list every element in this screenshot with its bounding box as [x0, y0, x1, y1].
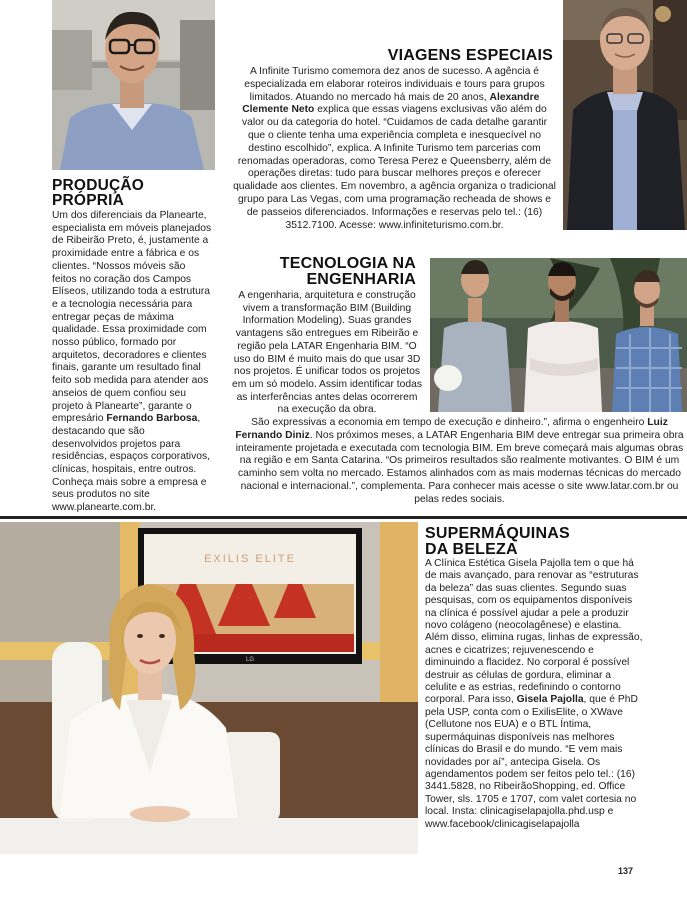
photo-latar-team-image [430, 258, 687, 412]
producao-body-name: Fernando Barbosa [106, 413, 198, 425]
producao-title-line1: PRODUÇÃO [52, 177, 145, 194]
beleza-body [425, 558, 643, 831]
producao-body [52, 210, 212, 515]
tecnologia-title [232, 256, 416, 288]
tecnologia-title-line1: TECNOLOGIA NA [279, 255, 416, 272]
beleza-body-pre: A Clínica Estética Gisela Pajolla tem o que há de mais avançado, para renovar as “estruturas da beleza” das suas clientes. Segundo suas pesquisas, com os equipamentos disponíveis na clínica é possível ajudar a pele a produzir novo colágeno (neocolagênese) e elastina. Além disso, elimina rugas, linhas de expressão, acnes e cicatrizes; rejuvenescendo e diminuindo a flacidez. No corporal é possível destruir as células de gordura, eliminar a celulite e as estrias, redefinindo o contorno corporal. Para isso, [425, 558, 643, 706]
beleza-title [425, 526, 570, 558]
tecnologia-body-pre: São expressivas a economia em tempo de execução e dinheiro.”, afirma o engenheiro [251, 417, 648, 428]
beleza-body-post: , que é PhD pela USP, conta com o ExilisElite, o XWave (Cellutone nos EUA) e o BTL Íntima, supermáquinas disponíveis nas melhores clínicas do Brasil e do mundo. “E vem mais novidades por aí”, antecipa Gisela. Os agendamentos podem ser feitos pelo tel.: (16) 3441.5828, no RibeirãoShopping, ed. Office Tower, sls. 1705 e 1707, com valet cortesia no local. Insta: clinicagiselapajolla.phd.usp e www.facebook/clinicagiselapajolla [425, 694, 638, 830]
viagens-title: VIAGENS ESPECIAIS [387, 47, 553, 64]
beleza-title-line1: SUPERMÁQUINAS [425, 525, 570, 542]
tv-screen-title: EXILIS ELITE [204, 553, 296, 565]
producao-body-post: , destacando que são desenvolvidos projetos para residências, espaços corporativos, clínicas, hospitais, entre outros. Conheça mais sobre a empresa e seus produtos no site www.planearte.com.br. [52, 413, 210, 514]
tecnologia-body-name: Luiz Fernando Diniz [235, 417, 668, 441]
page-number: 137 [618, 866, 634, 876]
producao-title-line2: PRÓPRIA [52, 192, 125, 209]
tecnologia-body-top: A engenharia, arquitetura e construção vivem a transformação BIM (Building Information Modeling). Suas grandes vantagens são entregues em Ribeirão e região pela LATAR Engenharia BIM. “O uso do BIM é muito mais do que usar 3D nos projetos. É unificar todos os projetos em um só modelo. Assim identificar todas as interferências antes delas ocorrerem na execução da obra. [232, 290, 422, 416]
viagens-body-name: Alexandre Clemente Neto [242, 91, 540, 116]
beleza-body-name: Gisela Pajolla [516, 694, 584, 706]
photo-latar-team [430, 258, 687, 412]
tecnologia-title-line2: ENGENHARIA [306, 271, 416, 288]
beleza-title-line2: DA BELEZA [425, 541, 518, 558]
viagens-body-post: explica que essas viagens exclusivas vão além do valor ou da categoria do hotel. “Cuidamos de cada detalhe garantir que o cliente tenha uma experiência completa e inesquecível no destino escolhido”, explica. A Infinite Turismo tem parcerias com renomadas operadoras, como Teresa Perez e Queensberry, além de operações diretas: tudo para buscar melhores preços e oferecer qualidade aos clientes. Em novembro, a agência organiza o tradicional grupo para Las Vegas, com uma programação recheada de shows e de passeios diferenciados. Informações e reservas pelo tel.: (16) 3512.7100. Acesse: www.infiniteturismo.com.br. [233, 104, 556, 231]
tv-brand: LG [245, 657, 255, 663]
photo-alexandre-clemente-neto [563, 0, 687, 230]
tecnologia-body-post: . Nos próximos meses, a LATAR Engenharia BIM deve entregar sua primeira obra inteiramente projetada e executada com tecnologia BIM. Em breve começará mais algumas obras na região e em Santa Catarina. “Os primeiros resultados são realmente motivantes. O BIM é um caminho sem volta no mercado. Estamos alinhados com as mais modernas técnicas do mercado nacional e internacional.”, complementa. Para conhecer mais acesse o site www.latar.com.br ou pelas redes sociais. [235, 429, 684, 505]
photo-fernando-barbosa-image [52, 0, 215, 170]
viagens-body-pre: A Infinite Turismo comemora dez anos de sucesso. A agência é especializada em elaborar roteiros individuais e tours para grupos limitados. Atuando no mercado há mais de 20 anos, [244, 66, 545, 103]
section-divider [0, 516, 687, 519]
tecnologia-body-bottom [232, 417, 687, 507]
producao-body-pre: Um dos diferenciais da Planearte, especialista em móveis planejados de Ribeirão Preto, é, justamente a proximidade entre a fábrica e os clientes. “Nossos móveis são feitos no coração dos Campos Elíseos, utilizando toda a estrutura e a tecnologia necessária para entregar peças de máxima qualidade. Essa proximidade com nosso público, formado por arquitetos, decoradores e clientes finais, garante um resultado final feito sob medida para atender aos anseios de quem confiou seu projeto à Planearte”, garante o empresário [52, 210, 212, 425]
viagens-body [232, 66, 557, 232]
photo-gisela-pajolla [0, 522, 418, 854]
photo-gisela-image [0, 522, 418, 854]
photo-alexandre-image [563, 0, 687, 230]
producao-title [52, 178, 144, 208]
photo-fernando-barbosa [52, 0, 215, 170]
